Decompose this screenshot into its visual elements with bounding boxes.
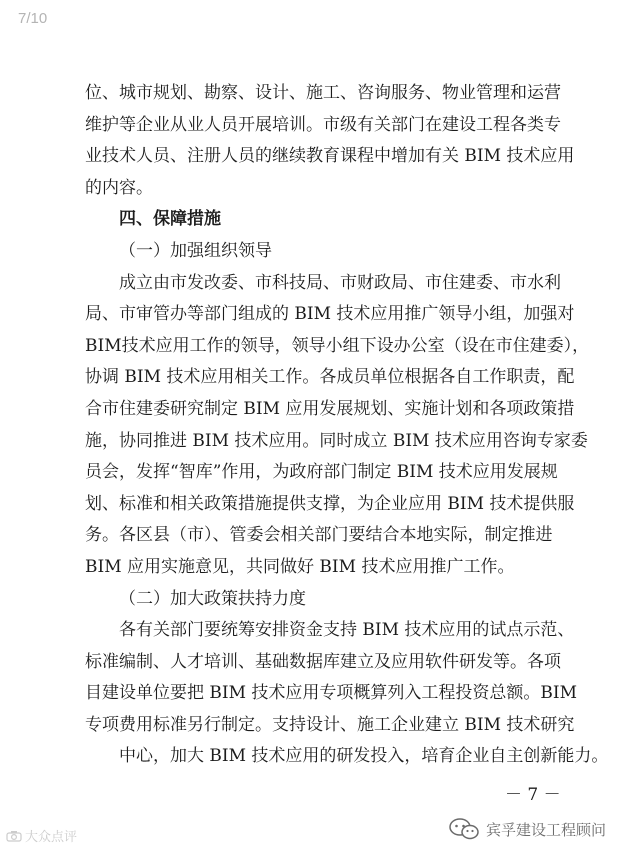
camera-icon	[6, 830, 22, 842]
subsection-heading: （二）加大政策扶持力度	[119, 588, 306, 609]
paragraph-line: 标准编制、人才培训、基础数据库建立及应用软件研发等。各项	[85, 651, 561, 672]
paragraph-line: 中心，加大 BIM 技术应用的研发投入，培育企业自主创新能力。	[119, 746, 609, 767]
paragraph-line: 合市住建委研究制定 BIM 应用发展规划、实施计划和各项政策措	[85, 398, 575, 419]
paragraph-line: 各有关部门要统筹安排资金支持 BIM 技术应用的试点示范、	[119, 620, 575, 641]
paragraph-line: 专项费用标准另行制定。支持设计、施工企业建立 BIM 技术研究	[85, 714, 575, 735]
document-body	[85, 78, 609, 773]
paragraph-line: 划、标准和相关政策措施提供支撑，为企业应用 BIM 技术提供服	[85, 493, 575, 514]
paragraph-line: 成立由市发改委、市科技局、市财政局、市住建委、市水利	[119, 272, 561, 293]
section-heading: 四、保障措施	[119, 209, 221, 230]
watermark-left	[6, 826, 77, 845]
watermark-left-text: 大众点评	[25, 829, 78, 844]
paragraph-line: BIM技术应用工作的领导，领导小组下设办公室（设在市住建委），	[85, 335, 590, 356]
wechat-icon	[448, 818, 480, 840]
paragraph-line: 施，协同推进 BIM 技术应用。同时成立 BIM 技术应用咨询专家委	[85, 430, 588, 451]
paragraph-line: 的内容。	[85, 177, 153, 198]
paragraph-line: 局、市审管办等部门组成的 BIM 技术应用推广领导小组，加强对	[85, 304, 575, 325]
paragraph-line: 目建设单位要把 BIM 技术应用专项概算列入工程投资总额。BIM	[85, 683, 578, 704]
paragraph-line: 维护等企业从业人员开展培训。市级有关部门在建设工程各类专	[85, 114, 561, 135]
paragraph-line: 业技术人员、注册人员的继续教育课程中增加有关 BIM 技术应用	[85, 146, 575, 167]
paragraph-line: BIM 应用实施意见，共同做好 BIM 技术应用推广工作。	[85, 556, 515, 577]
page-number: － 7 －	[505, 785, 561, 805]
paragraph-line: 位、城市规划、勘察、设计、施工、咨询服务、物业管理和运营	[85, 83, 561, 103]
page-counter: 7/10	[18, 10, 48, 27]
paragraph-line: 协调 BIM 技术应用相关工作。各成员单位根据各自工作职责，配	[85, 367, 575, 388]
paragraph-line: 员会，发挥“智库”作用，为政府部门制定 BIM 技术应用发展规	[85, 462, 558, 483]
watermark-right-text: 宾孚建设工程顾问	[486, 821, 607, 839]
watermark-right	[448, 818, 606, 840]
subsection-heading: （一）加强组织领导	[119, 240, 272, 261]
paragraph-line: 务。各区县（市）、管委会相关部门要结合本地实际，制定推进	[85, 525, 553, 546]
